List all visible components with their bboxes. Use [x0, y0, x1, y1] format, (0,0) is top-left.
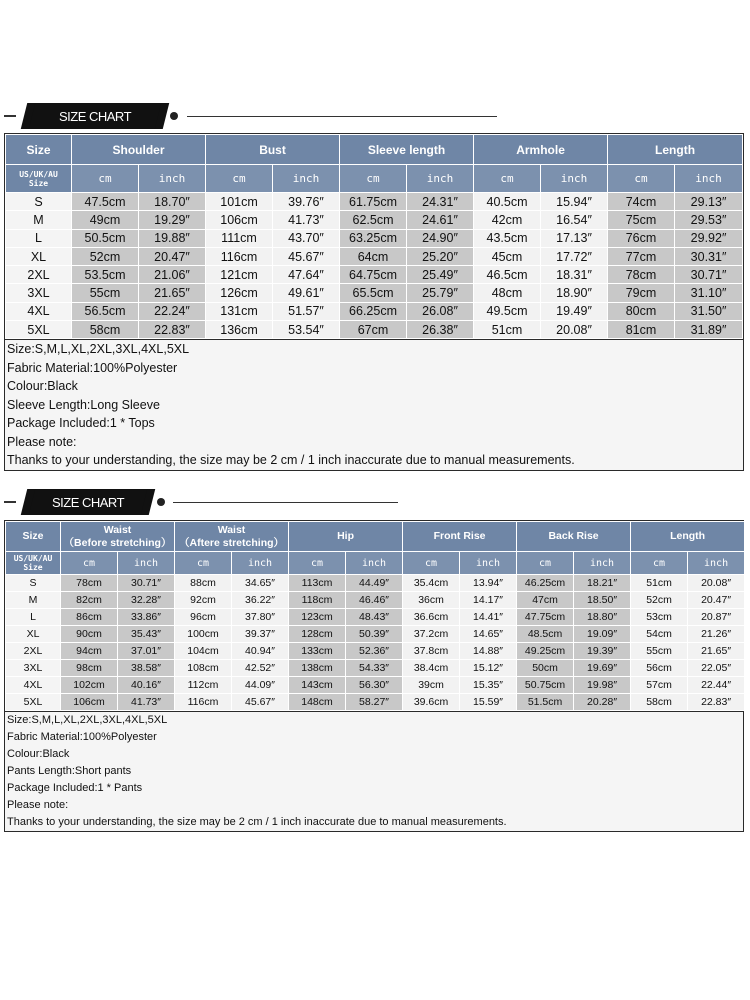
size-cell: 2XL [6, 266, 72, 284]
value-cell: 112cm [175, 677, 232, 694]
col-armhole: Armhole [474, 135, 608, 165]
value-cell: 44.09″ [232, 677, 289, 694]
unit-cm: cm [340, 165, 407, 193]
value-cell: 78cm [61, 575, 118, 592]
value-cell: 48.43″ [346, 609, 403, 626]
unit-inch: inch [675, 165, 743, 193]
size-cell: 3XL [6, 284, 72, 302]
value-cell: 143cm [289, 677, 346, 694]
note-line: Thanks to your understanding, the size may be 2 cm / 1 inch inaccurate due to manual measurements. [7, 816, 507, 828]
size-region-label: US/UK/AU Size [6, 165, 72, 193]
value-cell: 30.71″ [118, 575, 175, 592]
col-waist: Waist （Before stretching） [61, 522, 175, 552]
table-row [6, 229, 743, 247]
note-line: Size:S,M,L,XL,2XL,3XL,4XL,5XL [7, 714, 168, 726]
value-cell: 49cm [72, 211, 139, 229]
value-cell: 81cm [608, 321, 675, 339]
header-dot [170, 112, 178, 120]
value-cell: 62.5cm [340, 211, 407, 229]
value-cell: 20.87″ [688, 609, 745, 626]
note-line: Colour:Black [7, 379, 78, 394]
value-cell: 29.53″ [675, 211, 743, 229]
col-shoulder: Shoulder [72, 135, 206, 165]
value-cell: 54cm [631, 626, 688, 643]
value-cell: 37.01″ [118, 643, 175, 660]
note-line: Fabric Material:100%Polyester [7, 360, 178, 375]
value-cell: 33.86″ [118, 609, 175, 626]
value-cell: 67cm [340, 321, 407, 339]
unit-inch: inch [541, 165, 608, 193]
header-rule [187, 116, 497, 117]
value-cell: 61.75cm [340, 193, 407, 211]
value-cell: 106cm [206, 211, 273, 229]
table-row [6, 211, 743, 229]
value-cell: 42.52″ [232, 660, 289, 677]
unit-cm: cm [72, 165, 139, 193]
value-cell: 65.5cm [340, 284, 407, 302]
size-cell: L [6, 229, 72, 247]
col-hip: Hip [289, 522, 403, 552]
note-line: Fabric Material:100%Polyester [7, 731, 157, 743]
value-cell: 36.22″ [232, 592, 289, 609]
value-cell: 35.4cm [403, 575, 460, 592]
value-cell: 26.38″ [407, 321, 474, 339]
pants-size-table [5, 521, 745, 711]
value-cell: 18.80″ [574, 609, 631, 626]
value-cell: 48cm [474, 284, 541, 302]
unit-inch: inch [139, 165, 206, 193]
unit-inch: inch [407, 165, 474, 193]
value-cell: 20.47″ [688, 592, 745, 609]
col-waist: Waist （Aftere stretching） [175, 522, 289, 552]
tops-product-notes [5, 339, 743, 470]
value-cell: 106cm [61, 694, 118, 711]
value-cell: 25.20″ [407, 247, 474, 265]
value-cell: 44.49″ [346, 575, 403, 592]
size-cell: XL [6, 626, 61, 643]
table-row [6, 592, 745, 609]
value-cell: 40.5cm [474, 193, 541, 211]
value-cell: 21.06″ [139, 266, 206, 284]
value-cell: 104cm [175, 643, 232, 660]
value-cell: 21.65″ [688, 643, 745, 660]
value-cell: 19.09″ [574, 626, 631, 643]
value-cell: 53cm [631, 609, 688, 626]
value-cell: 54.33″ [346, 660, 403, 677]
size-cell: S [6, 575, 61, 592]
value-cell: 43.70″ [273, 229, 340, 247]
value-cell: 92cm [175, 592, 232, 609]
note-line: Colour:Black [7, 748, 70, 760]
value-cell: 80cm [608, 302, 675, 320]
value-cell: 101cm [206, 193, 273, 211]
value-cell: 31.89″ [675, 321, 743, 339]
col-length: Length [631, 522, 745, 552]
value-cell: 102cm [61, 677, 118, 694]
top-size-chart-header [4, 103, 744, 129]
value-cell: 30.71″ [675, 266, 743, 284]
value-cell: 19.98″ [574, 677, 631, 694]
header-dot [157, 498, 165, 506]
value-cell: 20.08″ [688, 575, 745, 592]
value-cell: 50.39″ [346, 626, 403, 643]
value-cell: 100cm [175, 626, 232, 643]
value-cell: 15.94″ [541, 193, 608, 211]
value-cell: 86cm [61, 609, 118, 626]
value-cell: 78cm [608, 266, 675, 284]
value-cell: 148cm [289, 694, 346, 711]
value-cell: 64cm [340, 247, 407, 265]
value-cell: 50.5cm [72, 229, 139, 247]
value-cell: 22.44″ [688, 677, 745, 694]
size-cell: 4XL [6, 677, 61, 694]
table-row [6, 660, 745, 677]
value-cell: 42cm [474, 211, 541, 229]
value-cell: 118cm [289, 592, 346, 609]
value-cell: 51cm [474, 321, 541, 339]
table-row [6, 643, 745, 660]
value-cell: 47.64″ [273, 266, 340, 284]
bottom-size-chart-header [4, 489, 744, 515]
value-cell: 45.67″ [273, 247, 340, 265]
note-line: Thanks to your understanding, the size may be 2 cm / 1 inch inaccurate due to manual measurements. [7, 453, 575, 468]
value-cell: 22.83″ [688, 694, 745, 711]
value-cell: 74cm [608, 193, 675, 211]
value-cell: 116cm [206, 247, 273, 265]
value-cell: 18.70″ [139, 193, 206, 211]
note-line: Package Included:1 * Pants [7, 782, 143, 794]
col-bust: Bust [206, 135, 340, 165]
value-cell: 63.25cm [340, 229, 407, 247]
unit-inch: inch [232, 552, 289, 575]
value-cell: 52cm [72, 247, 139, 265]
unit-inch: inch [460, 552, 517, 575]
value-cell: 22.05″ [688, 660, 745, 677]
value-cell: 18.90″ [541, 284, 608, 302]
unit-row [6, 552, 745, 575]
size-cell: S [6, 193, 72, 211]
value-cell: 58cm [631, 694, 688, 711]
value-cell: 88cm [175, 575, 232, 592]
header-dash [4, 115, 16, 117]
value-cell: 19.88″ [139, 229, 206, 247]
size-cell: 5XL [6, 694, 61, 711]
unit-inch: inch [273, 165, 340, 193]
value-cell: 116cm [175, 694, 232, 711]
size-chart-banner: SIZE CHART [28, 103, 162, 129]
value-cell: 40.16″ [118, 677, 175, 694]
value-cell: 38.4cm [403, 660, 460, 677]
size-cell: 4XL [6, 302, 72, 320]
value-cell: 52cm [631, 592, 688, 609]
value-cell: 24.90″ [407, 229, 474, 247]
unit-cm: cm [608, 165, 675, 193]
value-cell: 36cm [403, 592, 460, 609]
value-cell: 56cm [631, 660, 688, 677]
value-cell: 111cm [206, 229, 273, 247]
value-cell: 123cm [289, 609, 346, 626]
note-line: Please note: [7, 799, 69, 811]
header-row [6, 522, 745, 552]
value-cell: 24.61″ [407, 211, 474, 229]
table-row [6, 609, 745, 626]
value-cell: 31.50″ [675, 302, 743, 320]
pants-size-table-frame [4, 520, 744, 832]
value-cell: 64.75cm [340, 266, 407, 284]
value-cell: 40.94″ [232, 643, 289, 660]
table-row [6, 266, 743, 284]
note-line: Sleeve Length:Long Sleeve [7, 397, 160, 412]
size-cell: M [6, 211, 72, 229]
note-line: Pants Length:Short pants [7, 765, 132, 777]
value-cell: 17.13″ [541, 229, 608, 247]
value-cell: 39cm [403, 677, 460, 694]
unit-cm: cm [631, 552, 688, 575]
size-cell: M [6, 592, 61, 609]
unit-cm: cm [289, 552, 346, 575]
value-cell: 56.30″ [346, 677, 403, 694]
pants-product-notes [5, 711, 743, 831]
value-cell: 22.24″ [139, 302, 206, 320]
value-cell: 49.5cm [474, 302, 541, 320]
value-cell: 96cm [175, 609, 232, 626]
value-cell: 98cm [61, 660, 118, 677]
unit-cm: cm [403, 552, 460, 575]
note-line: Size:S,M,L,XL,2XL,3XL,4XL,5XL [7, 342, 190, 357]
value-cell: 19.49″ [541, 302, 608, 320]
value-cell: 113cm [289, 575, 346, 592]
value-cell: 17.72″ [541, 247, 608, 265]
value-cell: 26.08″ [407, 302, 474, 320]
value-cell: 38.58″ [118, 660, 175, 677]
value-cell: 14.41″ [460, 609, 517, 626]
header-row [6, 135, 743, 165]
table-row [6, 321, 743, 339]
value-cell: 136cm [206, 321, 273, 339]
value-cell: 45.67″ [232, 694, 289, 711]
table-row [6, 626, 745, 643]
size-cell: 2XL [6, 643, 61, 660]
value-cell: 79cm [608, 284, 675, 302]
table-row [6, 575, 745, 592]
value-cell: 47cm [517, 592, 574, 609]
value-cell: 15.35″ [460, 677, 517, 694]
value-cell: 82cm [61, 592, 118, 609]
value-cell: 58.27″ [346, 694, 403, 711]
value-cell: 46.46″ [346, 592, 403, 609]
col-front-rise: Front Rise [403, 522, 517, 552]
value-cell: 20.28″ [574, 694, 631, 711]
value-cell: 20.47″ [139, 247, 206, 265]
value-cell: 53.54″ [273, 321, 340, 339]
col-back-rise: Back Rise [517, 522, 631, 552]
value-cell: 24.31″ [407, 193, 474, 211]
value-cell: 15.59″ [460, 694, 517, 711]
value-cell: 47.5cm [72, 193, 139, 211]
value-cell: 25.49″ [407, 266, 474, 284]
value-cell: 53.5cm [72, 266, 139, 284]
header-dash [4, 501, 16, 503]
value-cell: 19.29″ [139, 211, 206, 229]
value-cell: 43.5cm [474, 229, 541, 247]
value-cell: 52.36″ [346, 643, 403, 660]
table-row [6, 284, 743, 302]
value-cell: 29.92″ [675, 229, 743, 247]
value-cell: 94cm [61, 643, 118, 660]
value-cell: 46.25cm [517, 575, 574, 592]
note-line: Package Included:1 * Tops [7, 416, 155, 431]
unit-cm: cm [61, 552, 118, 575]
value-cell: 49.61″ [273, 284, 340, 302]
value-cell: 57cm [631, 677, 688, 694]
unit-inch: inch [118, 552, 175, 575]
value-cell: 16.54″ [541, 211, 608, 229]
value-cell: 22.83″ [139, 321, 206, 339]
table-row [6, 302, 743, 320]
value-cell: 50.75cm [517, 677, 574, 694]
col-length: Length [608, 135, 743, 165]
value-cell: 108cm [175, 660, 232, 677]
col-sleeve-length: Sleeve length [340, 135, 474, 165]
value-cell: 19.39″ [574, 643, 631, 660]
unit-inch: inch [688, 552, 745, 575]
value-cell: 37.80″ [232, 609, 289, 626]
value-cell: 51.57″ [273, 302, 340, 320]
value-cell: 25.79″ [407, 284, 474, 302]
unit-row [6, 165, 743, 193]
value-cell: 14.88″ [460, 643, 517, 660]
value-cell: 48.5cm [517, 626, 574, 643]
value-cell: 35.43″ [118, 626, 175, 643]
table-row [6, 677, 745, 694]
size-region-label: US/UK/AU Size [6, 552, 61, 575]
tops-size-table [5, 134, 743, 339]
table-row [6, 193, 743, 211]
value-cell: 34.65″ [232, 575, 289, 592]
value-cell: 18.50″ [574, 592, 631, 609]
value-cell: 29.13″ [675, 193, 743, 211]
value-cell: 47.75cm [517, 609, 574, 626]
unit-cm: cm [175, 552, 232, 575]
tops-size-table-frame [4, 133, 744, 471]
value-cell: 36.6cm [403, 609, 460, 626]
unit-inch: inch [574, 552, 631, 575]
value-cell: 51.5cm [517, 694, 574, 711]
value-cell: 56.5cm [72, 302, 139, 320]
value-cell: 21.65″ [139, 284, 206, 302]
size-cell: L [6, 609, 61, 626]
value-cell: 55cm [631, 643, 688, 660]
note-line: Please note: [7, 434, 77, 449]
value-cell: 45cm [474, 247, 541, 265]
value-cell: 14.17″ [460, 592, 517, 609]
value-cell: 37.2cm [403, 626, 460, 643]
unit-cm: cm [517, 552, 574, 575]
value-cell: 15.12″ [460, 660, 517, 677]
value-cell: 77cm [608, 247, 675, 265]
header-rule [173, 502, 398, 503]
value-cell: 131cm [206, 302, 273, 320]
value-cell: 128cm [289, 626, 346, 643]
value-cell: 76cm [608, 229, 675, 247]
value-cell: 55cm [72, 284, 139, 302]
value-cell: 121cm [206, 266, 273, 284]
value-cell: 51cm [631, 575, 688, 592]
value-cell: 133cm [289, 643, 346, 660]
value-cell: 21.26″ [688, 626, 745, 643]
value-cell: 126cm [206, 284, 273, 302]
value-cell: 18.31″ [541, 266, 608, 284]
value-cell: 90cm [61, 626, 118, 643]
table-row [6, 694, 745, 711]
size-cell: XL [6, 247, 72, 265]
value-cell: 75cm [608, 211, 675, 229]
value-cell: 58cm [72, 321, 139, 339]
size-chart-banner: SIZE CHART [28, 489, 148, 515]
value-cell: 138cm [289, 660, 346, 677]
value-cell: 66.25cm [340, 302, 407, 320]
value-cell: 14.65″ [460, 626, 517, 643]
value-cell: 41.73″ [118, 694, 175, 711]
value-cell: 39.6cm [403, 694, 460, 711]
table-row [6, 247, 743, 265]
value-cell: 30.31″ [675, 247, 743, 265]
value-cell: 46.5cm [474, 266, 541, 284]
size-cell: 5XL [6, 321, 72, 339]
size-cell: 3XL [6, 660, 61, 677]
unit-inch: inch [346, 552, 403, 575]
col-size: Size [6, 522, 61, 552]
value-cell: 19.69″ [574, 660, 631, 677]
col-size: Size [6, 135, 72, 165]
value-cell: 18.21″ [574, 575, 631, 592]
value-cell: 20.08″ [541, 321, 608, 339]
value-cell: 39.37″ [232, 626, 289, 643]
value-cell: 49.25cm [517, 643, 574, 660]
value-cell: 41.73″ [273, 211, 340, 229]
unit-cm: cm [206, 165, 273, 193]
value-cell: 39.76″ [273, 193, 340, 211]
value-cell: 32.28″ [118, 592, 175, 609]
value-cell: 31.10″ [675, 284, 743, 302]
value-cell: 37.8cm [403, 643, 460, 660]
unit-cm: cm [474, 165, 541, 193]
value-cell: 50cm [517, 660, 574, 677]
value-cell: 13.94″ [460, 575, 517, 592]
